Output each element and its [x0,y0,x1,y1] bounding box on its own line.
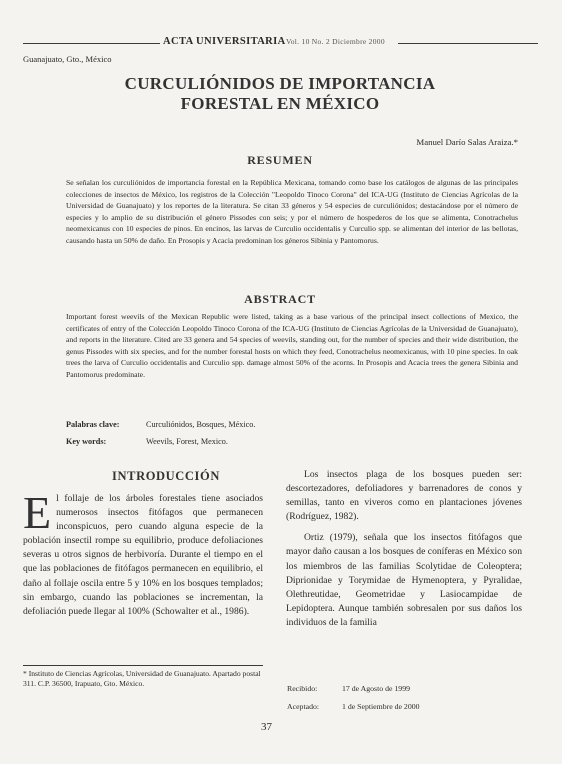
journal-name: ACTA UNIVERSITARIA [163,36,286,47]
article-title [60,74,500,114]
intro-column-2 [286,468,522,630]
keywords-en [66,437,228,446]
author-affiliation-footnote: * Instituto de Ciencias Agrícolas, Universidad de Guanajuato. Apartado postal 311. C.P. 36500, Irapuato, Gto. México. [23,669,261,689]
accepted-label: Aceptado: [287,702,320,711]
abstract-heading: ABSTRACT [244,292,316,306]
header-rule-left [23,43,160,44]
publication-place: Guanajuato, Gto., México [23,54,112,64]
intro-col2-paragraph-1: Los insectos plaga de los bosques pueden ser: descortezadores, defoliadores y barrenadores de conos y semillas, tanto en viveros como en plantaciones jóvenes (Rodríguez, 1982). [286,469,522,523]
intro-column-1 [23,487,263,619]
footnote-rule [23,665,263,666]
accepted-date: 1 de Septiembre de 2000 [342,702,420,711]
received-date: 17 de Agosto de 1999 [342,684,411,693]
introduction-heading: INTRODUCCIÓN [112,469,220,483]
header-rule-right [398,43,538,44]
drop-cap: E [23,487,52,538]
title-line-2: FORESTAL EN MÉXICO [180,94,380,113]
keywords-es-value: Curculiónidos, Bosques, México. [146,420,256,429]
keywords-es [66,420,255,429]
keywords-es-label: Palabras clave: [66,420,120,429]
submission-dates [287,680,420,716]
intro-col2-paragraph-2: Ortiz (1979), señala que los insectos fitófagos que mayor daño causan a los bosques de coníferas en México son los miembros de las familias Scolytidae de Coleoptera; Diprionidae y Torymidae de Hymenoptera, y Pyralidae, Olethreutidae, Geometridae y Lasiocampidae de Lepidoptera. Aunque también sobresalen por sus daños los individuos de la familia [286,532,522,628]
received-label: Recibido: [287,684,318,693]
author-name: Manuel Darío Salas Araiza.* [416,137,518,147]
resumen-heading: RESUMEN [247,153,313,167]
keywords-en-label: Key words: [66,437,107,446]
abstract-text: Important forest weevils of the Mexican Republic were listed, taking as a base various of the principal insect collections of Mexico, the certificates of entry of the Colección Leopoldo Tinoco Corona of the ICA-UG (Instituto de Ciencias Agrícolas de la Universidad de Guanajuato), and reports in the literature. Cited are 33 genera and 54 species of weevils, standing out, for the number of species and their wide distribution, the genus Pissodes with six species, and for the number forestal hosts on which they feed, Conotrachelus neomexicanus, with 10 pine species. In oak trees the larva of Curculio occidentalis and Curculio spp. damage almost 50% of the acorns. In Prosopis and Acacia trees the genera Sibinia and Pantomorus predominate. [66,312,518,379]
issue-info: Vol. 10 No. 2 Diciembre 2000 [286,37,385,46]
accepted-row [287,698,420,716]
received-row [287,680,420,698]
resumen-text: Se señalan los curculiónidos de importancia forestal en la República Mexicana, tomando como base los catálogos de algunas de las principales colecciones de insectos de México, los registros de la Colección "Leopoldo Tinoco Corona" del ICA-UG (Instituto de Ciencias Agrícolas de la Universidad de Guanajuato) y los reportes de la literatura. Se citan 33 géneros y 54 especies de curculiónidos; destacándose por el número de especies y lo amplio de su distribución el género Pissodes con seis; y por el número de hospederos de los que se alimenta, Conotrachelus neomexicanus con 10 especies de pinos. En encinos, las larvas de Curculio occidentalis y Curculio spp. se alimentan del interior de las bellotas, causando hasta un 50% de daño. En Prosopis y Acacia predominan los géneros Sibinia y Pantomorus. [66,178,518,245]
title-line-1: CURCULIÓNIDOS DE IMPORTANCIA [124,74,436,93]
keywords-en-value: Weevils, Forest, Mexico. [146,437,228,446]
page-number: 37 [261,721,272,733]
intro-col1-text: l follaje de los árboles forestales tiene asociados numerosos insectos fitófagos que permanecen inconspicuos, pero cuando alguna especie de la población insectil rompe su equilibrio, produce defoliaciones severas u otros signos de herbivoría. Durante el tiempo en el que las poblaciones de fitófagos permanecen en equilibrio, el daño al follaje oscila entre 5 y 10% en los bosques templados; sin embargo, cuando las poblaciones se incrementan, la defoliación puede llegar al 100% (Schowalter et al., 1986). [23,493,263,617]
